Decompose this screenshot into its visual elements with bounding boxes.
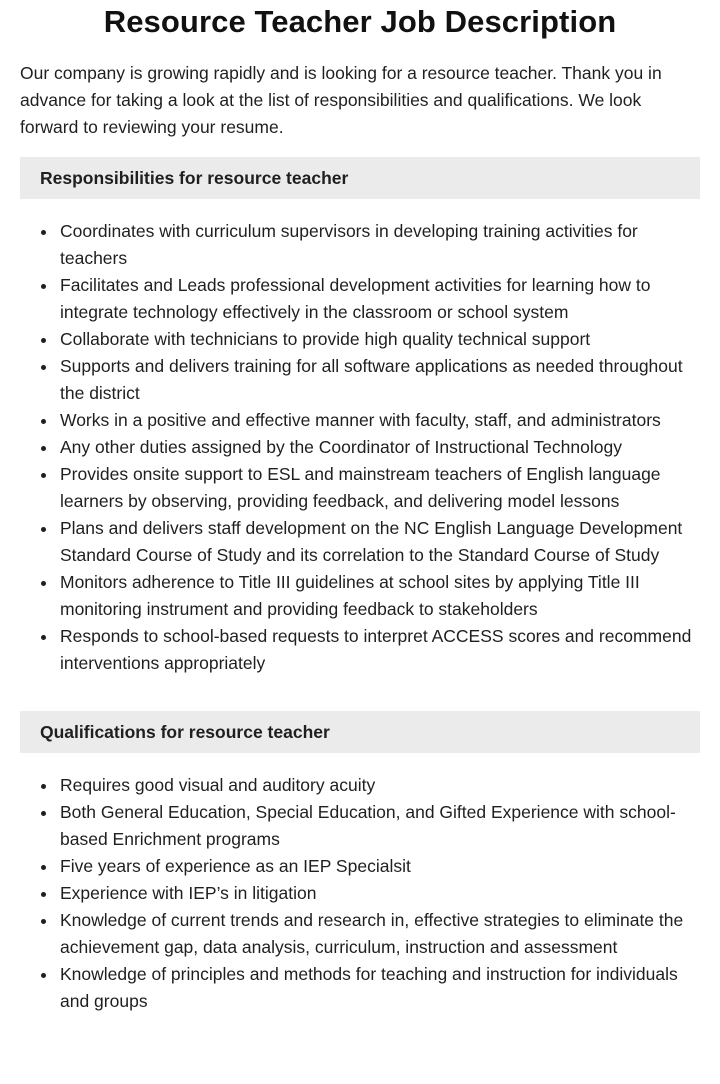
list-item: Supports and delivers training for all software applications as needed throughout the district [60,353,700,407]
responsibilities-heading: Responsibilities for resource teacher [20,157,700,199]
list-item: Any other duties assigned by the Coordinator of Instructional Technology [60,434,700,461]
list-item: Provides onsite support to ESL and mainstream teachers of English language learners by observing, providing feedback, and delivering model lessons [60,461,700,515]
page-title: Resource Teacher Job Description [103,4,617,39]
list-item: Coordinates with curriculum supervisors in developing training activities for teachers [60,218,700,272]
qualifications-heading: Qualifications for resource teacher [20,711,700,753]
list-item: Works in a positive and effective manner with faculty, staff, and administrators [60,407,700,434]
list-item: Plans and delivers staff development on the NC English Language Development Standard Course of Study and its correlation to the Standard Course of Study [60,515,700,569]
list-item: Experience with IEP’s in litigation [60,880,700,907]
list-item: Responds to school-based requests to interpret ACCESS scores and recommend interventions appropriately [60,623,700,677]
list-item: Knowledge of current trends and research in, effective strategies to eliminate the achievement gap, data analysis, curriculum, instruction and assessment [60,907,700,961]
list-item: Requires good visual and auditory acuity [60,772,700,799]
list-item: Collaborate with technicians to provide high quality technical support [60,326,700,353]
list-item: Knowledge of principles and methods for teaching and instruction for individuals and groups [60,961,700,1015]
section-spacer [20,677,700,695]
list-item: Both General Education, Special Education, and Gifted Experience with school-based Enrichment programs [60,799,700,853]
list-item: Facilitates and Leads professional development activities for learning how to integrate technology effectively in the classroom or school system [60,272,700,326]
intro-paragraph: Our company is growing rapidly and is looking for a resource teacher. Thank you in advance for taking a look at the list of responsibilities and qualifications. We look forward to reviewing your resume. [20,63,662,137]
list-item: Five years of experience as an IEP Specialsit [60,853,700,880]
list-item: Monitors adherence to Title III guidelines at school sites by applying Title III monitoring instrument and providing feedback to stakeholders [60,569,700,623]
responsibilities-list [20,218,700,677]
qualifications-list [20,772,700,1015]
